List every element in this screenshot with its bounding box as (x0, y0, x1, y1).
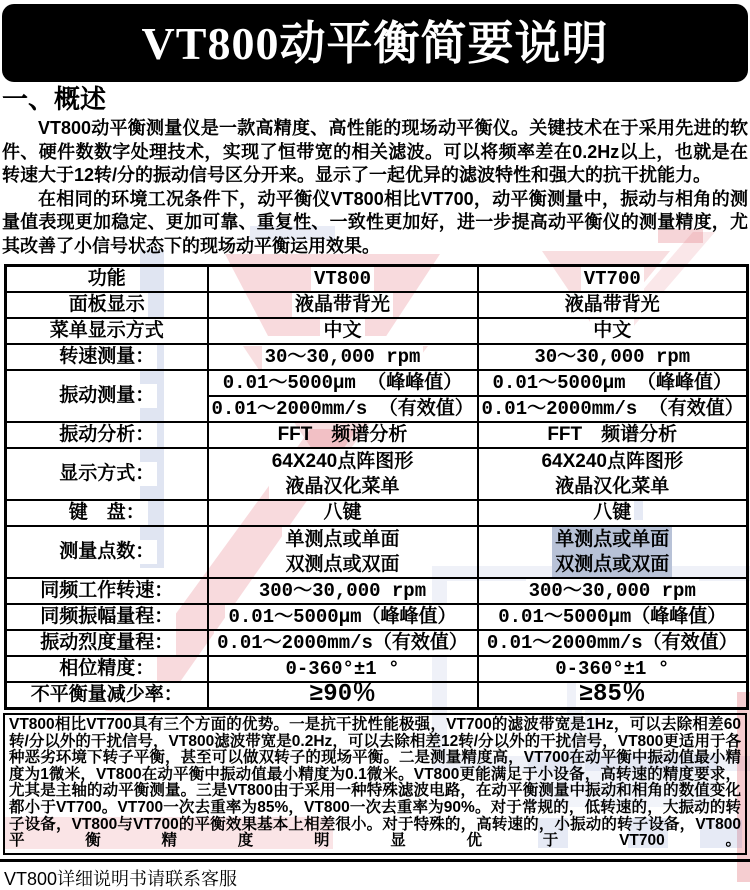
cell-vt800: 单测点或单面 双测点或双面 (208, 526, 478, 578)
comparison-table (4, 264, 749, 710)
cell-vt800: 0.01～2000mm/s （有效值） (208, 396, 478, 422)
cell-vt700: 0.01～2000mm/s（有效值） (478, 630, 748, 656)
cell-vt800: 0-360°±1 ° (208, 656, 478, 682)
cell-vt700: 0.01～5000μm （峰峰值） (478, 370, 748, 396)
title-banner (2, 4, 748, 82)
cell-label: 转速测量： (6, 344, 208, 370)
row-measure-points (6, 526, 748, 578)
cell-label: 同频振幅量程： (6, 604, 208, 630)
row-intensity-range (6, 630, 748, 656)
cell-vt800: ≥90％ (208, 682, 478, 709)
row-vibration-analysis (6, 422, 748, 448)
advantages-text: VT800相比VT700具有三个方面的优势。一是抗干扰性能极强，VT700的滤波带宽是1Hz，可以去除相差60转/分以外的干扰信号，VT800滤波带宽是0.2Hz，可以去除相差12转/分以外的干扰信号，VT800更适用于各种恶劣环境下转子平衡，甚至可以做双转子的现场平衡。二是测量精度高，VT700在动平衡中振动值最小精度为1微米，VT800在动平衡中振动值最小精度为0.1微米。VT800更能满足于小设备，高转速的精度要求，尤其是主轴的动平衡测量。三是VT800由于采用一种特殊滤波电路，在动平衡测量中振动和相角的数值变化都小于VT700。VT700一次去重率为85%，VT800一次去重率为90%。对于常规的，低转速的，大振动的转子设备，VT800与VT700的平衡效果基本上相差很小。对于特殊的，高转速的，小振动的转子设备，VT800平衡精度明显优于VT700。 (9, 716, 741, 850)
cell-vt700: FFT 频谱分析 (478, 422, 748, 448)
row-amplitude-range (6, 604, 748, 630)
row-phase-accuracy (6, 656, 748, 682)
cell-label: 键 盘： (6, 500, 208, 526)
cell-label: 同频工作转速： (6, 578, 208, 604)
cell-label: 测量点数： (6, 526, 208, 578)
cell-vt800: 八键 (208, 500, 478, 526)
cell-vt700: 液晶带背光 (478, 292, 748, 318)
row-panel-display (6, 292, 748, 318)
cell-vt800: 0.01～2000mm/s（有效值） (208, 630, 478, 656)
cell-vt700: 30～30,000 rpm (478, 344, 748, 370)
cell-vt800: 液晶带背光 (208, 292, 478, 318)
cell-vt700: 八键 (478, 500, 748, 526)
cell-vt700: 0-360°±1 ° (478, 656, 748, 682)
row-unbalance-reduction (6, 682, 748, 709)
row-keyboard (6, 500, 748, 526)
cell-vt800: 300～30,000 rpm (208, 578, 478, 604)
row-speed-measure (6, 344, 748, 370)
cell-label: 面板显示 (6, 292, 208, 318)
cell-label: 相位精度： (6, 656, 208, 682)
cell-label: 菜单显示方式 (6, 318, 208, 344)
overview-section (2, 84, 748, 258)
header-cell-vt800: VT800 (208, 266, 478, 293)
overview-heading: 一、概述 (2, 84, 107, 114)
cell-label: 振动分析： (6, 422, 208, 448)
overview-paragraph-1: VT800动平衡测量仪是一款高精度、高性能的现场动平衡仪。关键技术在于采用先进的软件、硬件数数字处理技术，实现了恒带宽的相关滤波。可以将频率差在0.2Hz以上，也就是在转速大于12转/分的振动信号区分开来。显示了一起优异的滤波特性和强大的抗干扰能力。 (2, 118, 748, 185)
header-cell-vt700: VT700 (478, 266, 748, 293)
cell-label: 振动测量： (6, 370, 208, 422)
cell-vt800: FFT 频谱分析 (208, 422, 478, 448)
table-header-row (6, 266, 748, 293)
cell-label: 显示方式： (6, 448, 208, 500)
header-cell-function: 功能 (6, 266, 208, 293)
cell-vt700: 单测点或单面 双测点或双面 (478, 526, 748, 578)
row-vibration-measure-a (6, 370, 748, 396)
page (0, 4, 750, 889)
overview-paragraph-2: 在相同的环境工况条件下，动平衡仪VT800相比VT700，动平衡测量中，振动与相角的测量值表现更加稳定、更加可靠、重复性、一致性更加好，进一步提高动平衡仪的测量精度，尤其改善了小信号状态下的现场动平衡运用效果。 (2, 188, 748, 256)
bottom-divider (0, 859, 750, 862)
cell-label: 不平衡量减少率： (6, 682, 208, 709)
cell-vt700: ≥85％ (478, 682, 748, 709)
footer-note: VT800详细说明书请联系客服 (4, 868, 238, 889)
row-sync-speed (6, 578, 748, 604)
cell-vt700: 64X240点阵图形 液晶汉化菜单 (478, 448, 748, 500)
row-menu-language (6, 318, 748, 344)
cell-vt800: 中文 (208, 318, 478, 344)
cell-vt800: 0.01～5000μm （峰峰值） (208, 370, 478, 396)
cell-vt800: 64X240点阵图形 液晶汉化菜单 (208, 448, 478, 500)
page-title: VT800动平衡简要说明 (141, 18, 609, 69)
cell-vt800: 0.01～5000μm（峰峰值） (208, 604, 478, 630)
cell-vt700: 300～30,000 rpm (478, 578, 748, 604)
cell-label: 振动烈度量程： (6, 630, 208, 656)
advantages-box (3, 713, 747, 855)
row-display-mode (6, 448, 748, 500)
cell-vt700: 0.01～2000mm/s （有效值） (478, 396, 748, 422)
cell-vt700: 0.01～5000μm（峰峰值） (478, 604, 748, 630)
cell-vt700: 中文 (478, 318, 748, 344)
cell-vt800: 30～30,000 rpm (208, 344, 478, 370)
